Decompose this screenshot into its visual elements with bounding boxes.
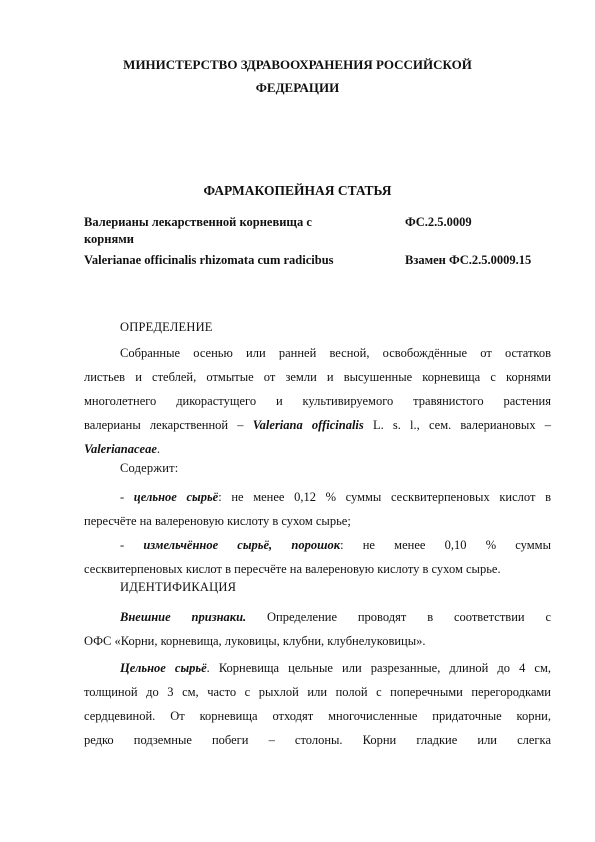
family-name: Valerianaceae [84,442,157,456]
definition-line-1: Собранные осенью или ранней весной, освобождённые от остатков [120,346,551,360]
whole-material-line4: редко подземные побеги – столоны. Корни гладкие или слегка [84,733,551,747]
identification-heading: ИДЕНТИФИКАЦИЯ [120,580,237,594]
definition-line-5: Valerianaceae. [84,442,161,456]
monograph-title-latin: Valerianae officinalis rhizomata cum radicibus [84,253,334,267]
definition-line-3: многолетнего дикорастущего и культивируемого травянистого растения [84,394,551,408]
external-signs-line2: ОФС «Корни, корневища, луковицы, клубни, клубнелуковицы». [84,634,426,648]
definition-heading: ОПРЕДЕЛЕНИЕ [120,320,213,334]
definition-line-2: листьев и стеблей, отмытые от земли и высушенные корневища с корнями [84,370,551,384]
content-item-crushed-line2: сесквитерпеновых кислот в пересчёте на валереновую кислоту в сухом сырье. [84,562,501,576]
ministry-heading-line1: МИНИСТЕРСТВО ЗДРАВООХРАНЕНИЯ РОССИЙСКОЙ [123,57,472,72]
monograph-title-ru-line2: корнями [84,232,134,246]
whole-material-line3: сердцевиной. От корневища отходят многочисленные придаточные корни, [84,709,551,723]
whole-material-line2: толщиной до 3 см, часто с рыхлой или полой с поперечными перегородками [84,685,551,699]
document-type-heading: ФАРМАКОПЕЙНАЯ СТАТЬЯ [203,183,392,198]
ministry-heading-line2: ФЕДЕРАЦИИ [255,80,340,95]
content-item-crushed-line1: - измельчённое сырьё, порошок: не менее 0,10 % суммы [120,538,551,552]
contains-label: Содержит: [120,461,179,475]
species-name: Valeriana officinalis [252,418,364,432]
content-item-whole-line1: - цельное сырьё: не менее 0,12 % суммы сесквитерпеновых кислот в [120,490,551,504]
monograph-title-ru-line1: Валерианы лекарственной корневища с [84,215,312,229]
whole-material-line1: Цельное сырьё. Корневища цельные или разрезанные, длиной до 4 см, [120,661,551,675]
external-signs-line1: Внешние признаки. Определение проводят в соответствии с [120,610,551,624]
definition-line-4: валерианы лекарственной – Valeriana officinalis L. s. l., сем. валериановых – [84,418,551,432]
monograph-code: ФС.2.5.0009 [405,215,472,229]
content-item-whole-line2: пересчёте на валереновую кислоту в сухом сырье; [84,514,351,528]
monograph-replaces: Взамен ФС.2.5.0009.15 [405,253,532,267]
